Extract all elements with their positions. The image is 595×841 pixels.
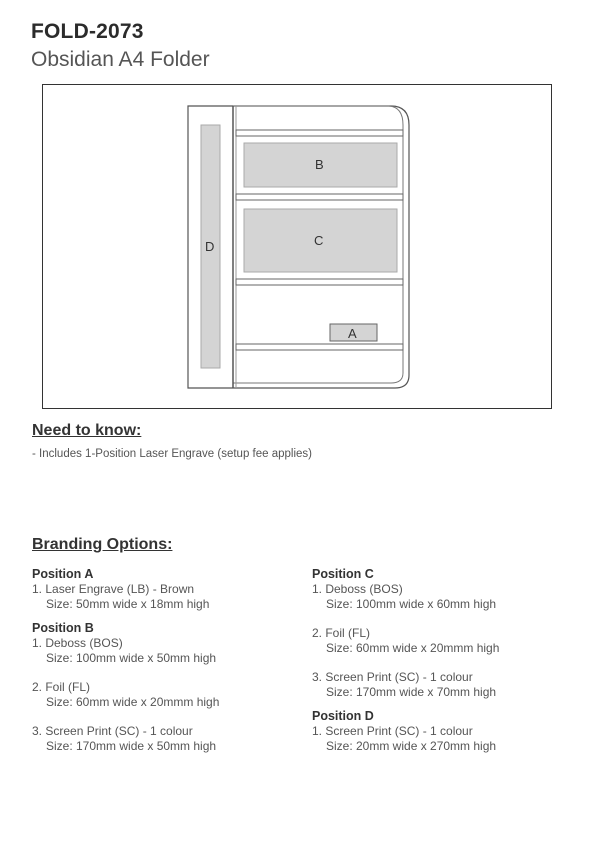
branding-option	[32, 636, 292, 666]
branding-option	[312, 724, 572, 754]
position-title: Position D	[312, 709, 374, 723]
position-title: Position B	[32, 621, 94, 635]
branding-option	[32, 724, 292, 754]
branding-options-heading: Branding Options:	[32, 536, 173, 553]
product-code: FOLD-2073	[31, 20, 144, 43]
option-size: Size: 50mm wide x 18mm high	[46, 597, 210, 611]
position-title: Position C	[312, 567, 374, 581]
option-method: 1. Deboss (BOS)	[32, 636, 123, 650]
option-size: Size: 170mm wide x 70mm high	[326, 685, 497, 699]
position-d	[312, 709, 572, 754]
zone-c-label: C	[314, 233, 324, 248]
branding-option	[312, 626, 572, 656]
option-method: 1. Laser Engrave (LB) - Brown	[32, 582, 195, 596]
branding-column-left	[32, 567, 292, 763]
option-method: 2. Foil (FL)	[312, 626, 371, 640]
position-b	[32, 621, 292, 754]
option-size: Size: 100mm wide x 50mm high	[46, 651, 217, 665]
branding-column-right	[312, 567, 572, 763]
branding-option	[32, 582, 292, 612]
zone-a-label: A	[348, 326, 357, 341]
option-size: Size: 20mm wide x 270mm high	[326, 739, 497, 753]
zone-d-label: D	[205, 239, 215, 254]
need-to-know-note: - Includes 1-Position Laser Engrave (setup fee applies)	[32, 448, 312, 460]
branding-option	[32, 680, 292, 710]
need-to-know-heading: Need to know:	[32, 422, 142, 439]
position-a	[32, 567, 292, 612]
folder-illustration	[43, 85, 553, 410]
product-name: Obsidian A4 Folder	[31, 48, 210, 71]
option-size: Size: 100mm wide x 60mm high	[326, 597, 497, 611]
option-method: 3. Screen Print (SC) - 1 colour	[32, 724, 193, 738]
option-size: Size: 60mm wide x 20mmm high	[46, 695, 220, 709]
option-method: 3. Screen Print (SC) - 1 colour	[312, 670, 473, 684]
option-method: 1. Screen Print (SC) - 1 colour	[312, 724, 473, 738]
option-size: Size: 170mm wide x 50mm high	[46, 739, 217, 753]
folder-diagram	[42, 84, 552, 409]
branding-option	[312, 582, 572, 612]
option-method: 2. Foil (FL)	[32, 680, 91, 694]
zone-b-label: B	[315, 157, 324, 172]
position-c	[312, 567, 572, 700]
branding-option	[312, 670, 572, 700]
position-title: Position A	[32, 567, 94, 581]
option-method: 1. Deboss (BOS)	[312, 582, 403, 596]
option-size: Size: 60mm wide x 20mmm high	[326, 641, 500, 655]
